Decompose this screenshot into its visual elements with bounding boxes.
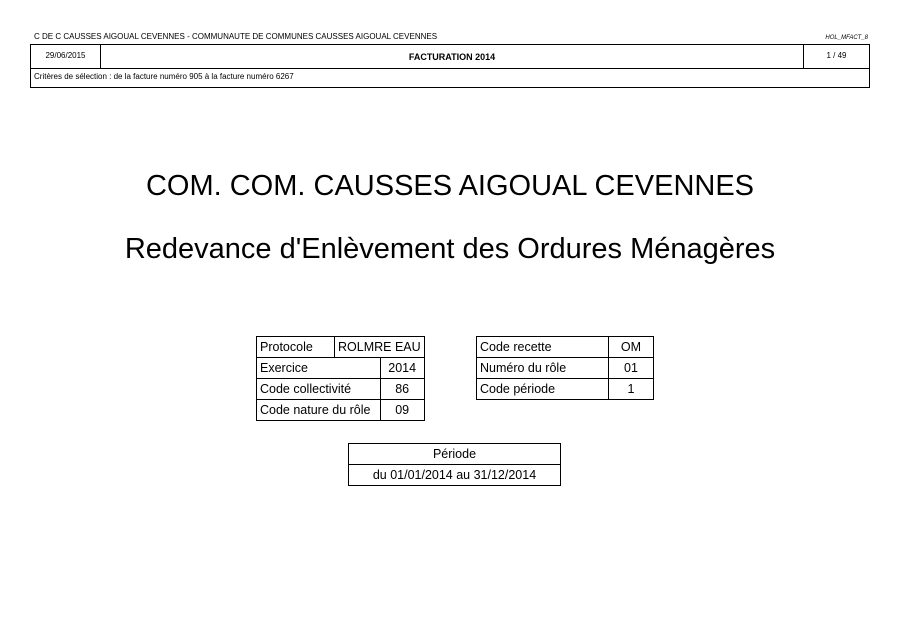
report-title: FACTURATION 2014: [408, 52, 496, 62]
page-number: 1 / 49: [803, 45, 869, 68]
table-row: [477, 379, 654, 400]
recette-value: OM: [609, 337, 654, 358]
table-row: [349, 444, 561, 465]
exercice-value: 2014: [380, 358, 424, 379]
selection-criteria: Critères de sélection : de la facture numéro 905 à la facture numéro 6267: [34, 72, 294, 81]
sub-title: Redevance d'Enlèvement des Ordures Ménagères: [124, 233, 776, 265]
collectivite-value: 86: [380, 379, 424, 400]
periode-code-label: Code période: [477, 379, 609, 400]
role-label: Numéro du rôle: [477, 358, 609, 379]
code-info-table: [476, 336, 654, 400]
table-row: [477, 337, 654, 358]
report-header: [30, 44, 870, 88]
protocole-value: ROLMRE EAU: [335, 337, 425, 358]
table-row: [349, 465, 561, 486]
report-date: 29/06/2015: [31, 45, 101, 68]
organization-line: C DE C CAUSSES AIGOUAL CEVENNES - COMMUNAUTE DE COMMUNES CAUSSES AIGOUAL CEVENNES: [34, 32, 438, 41]
nature-value: 09: [380, 400, 424, 421]
periode-code-value: 1: [609, 379, 654, 400]
periode-value: du 01/01/2014 au 31/12/2014: [349, 465, 561, 486]
main-title: COM. COM. CAUSSES AIGOUAL CEVENNES: [145, 170, 755, 202]
periode-label: Période: [349, 444, 561, 465]
exercice-label: Exercice: [257, 358, 381, 379]
recette-label: Code recette: [477, 337, 609, 358]
table-row: [257, 379, 425, 400]
nature-label: Code nature du rôle: [257, 400, 381, 421]
collectivite-label: Code collectivité: [257, 379, 381, 400]
report-code: HOL_MFACT_8: [825, 35, 868, 41]
role-info-table: [256, 336, 425, 421]
table-row: [477, 358, 654, 379]
role-value: 01: [609, 358, 654, 379]
table-row: [257, 358, 425, 379]
periode-table: [348, 443, 561, 486]
protocole-label: Protocole: [257, 337, 335, 358]
header-row: [31, 45, 869, 69]
table-row: [257, 337, 425, 358]
table-row: [257, 400, 425, 421]
